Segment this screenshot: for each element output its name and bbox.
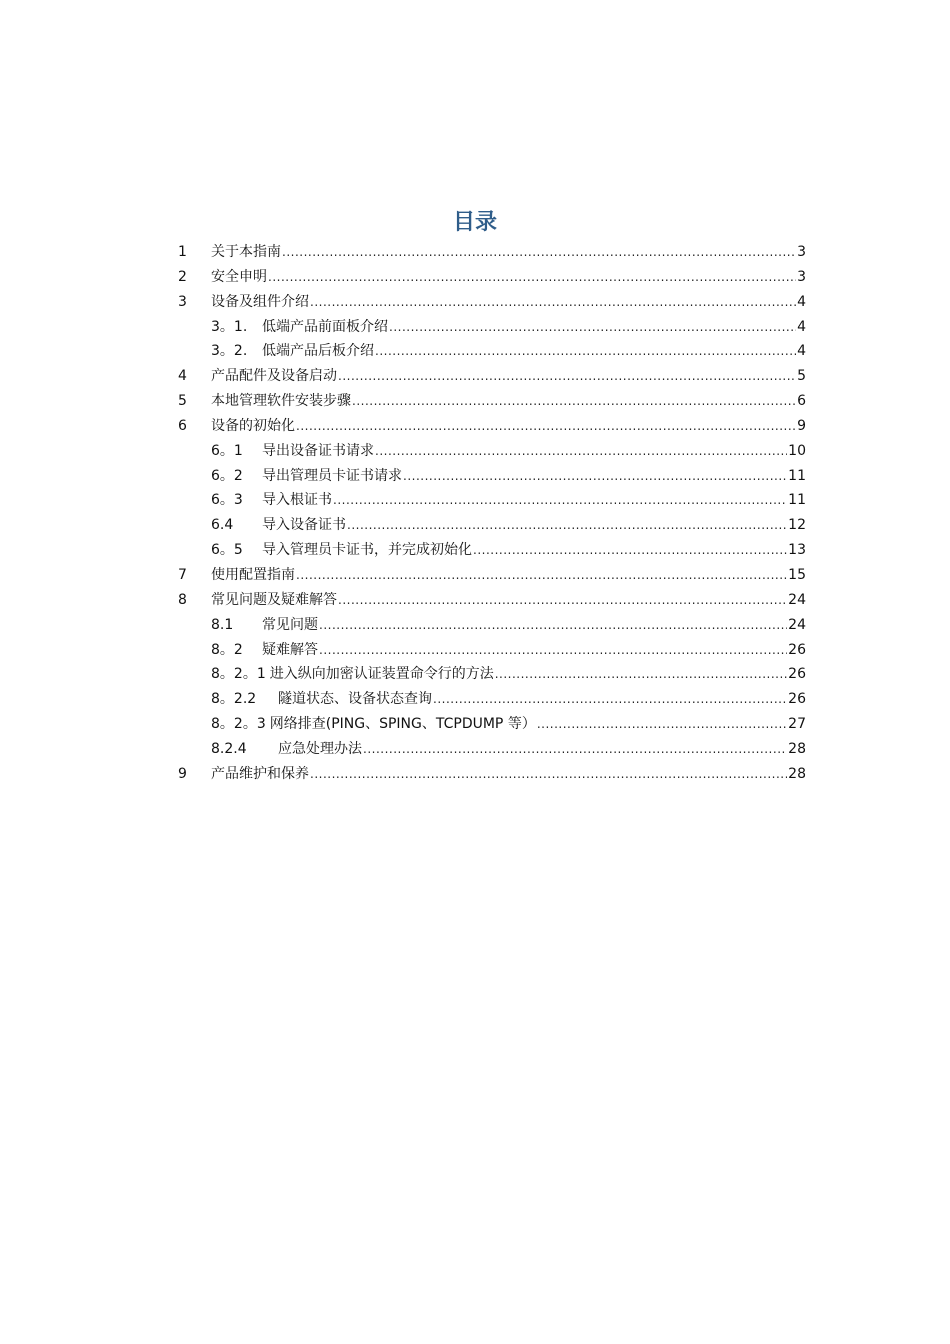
toc-entry-title: 导出管理员卡证书请求 [262,467,402,484]
toc-entry-title: 安全申明 [211,268,267,285]
toc-entry[interactable] [176,315,806,340]
toc-entry[interactable] [176,588,806,613]
dot-leader [473,538,787,562]
dot-leader [537,712,787,736]
dot-leader [375,339,796,363]
toc-entry-number: 3。2. [211,343,248,360]
toc-entry[interactable] [176,240,806,265]
dot-leader [433,687,787,711]
toc-entry-number: 7 [178,566,187,583]
toc-entry-number: 8。2 [211,641,243,658]
toc-entry[interactable] [176,389,806,414]
toc-entry[interactable] [176,538,806,563]
toc-entry[interactable] [176,265,806,290]
toc-entry-number: 8。2.2 [211,691,257,708]
toc-entry-title: 设备的初始化 [211,417,295,434]
toc-entry-page: 26 [788,641,806,658]
dot-leader [296,414,796,438]
dot-leader [268,265,796,289]
toc-entry-title: 导入根证书 [262,492,332,509]
toc-entry-number: 6。3 [211,492,243,509]
toc-entry[interactable] [176,513,806,538]
toc-entry-page: 26 [788,666,806,683]
toc-entry-title: 疑难解答 [262,641,318,658]
dot-leader [495,662,787,686]
toc-entry-number: 8.2.4 [211,740,247,757]
toc-entry-page: 9 [797,417,806,434]
toc-entry[interactable] [176,339,806,364]
toc-entry-title: 隧道状态、设备状态查询 [278,691,432,708]
toc-entry-page: 3 [797,268,806,285]
toc-entry-page: 11 [788,467,806,484]
dot-leader [282,240,796,264]
toc-entry-page: 5 [797,368,806,385]
toc-entry[interactable] [176,662,806,687]
toc-list [176,240,806,787]
dot-leader [310,290,796,314]
dot-leader [363,737,787,761]
dot-leader [352,389,796,413]
toc-entry-page: 15 [788,566,806,583]
toc-entry-number: 3 [178,293,187,310]
toc-entry-page: 6 [797,393,806,410]
toc-entry-number: 4 [178,368,187,385]
toc-entry[interactable] [176,737,806,762]
toc-entry[interactable] [176,290,806,315]
dot-leader [347,513,787,537]
toc-entry[interactable] [176,687,806,712]
toc-entry-title: 进入纵向加密认证装置命令行的方法 [269,666,494,683]
dot-leader [296,563,787,587]
toc-entry-number: 2 [178,268,187,285]
dot-leader [319,613,787,637]
toc-title: 目录 [452,210,497,235]
dot-leader [375,439,787,463]
toc-entry-number: 1 [178,244,187,260]
toc-entry[interactable] [176,613,806,638]
toc-entry-page: 10 [788,442,806,459]
toc-entry-title: 常见问题 [262,616,318,633]
toc-entry-page: 4 [797,343,806,360]
toc-entry-title: 关于本指南 [211,244,281,260]
toc-entry-page: 4 [797,293,806,310]
toc-entry[interactable] [176,488,806,513]
dot-leader [338,588,787,612]
toc-entry-number: 6。2 [211,467,243,484]
toc-entry-title: 本地管理软件安装步骤 [211,393,351,410]
toc-entry[interactable] [176,439,806,464]
toc-entry-title: 使用配置指南 [211,566,295,583]
toc-entry-title: 产品配件及设备启动 [211,368,337,385]
toc-entry-title: 应急处理办法 [278,740,362,757]
toc-entry-title: 常见问题及疑难解答 [211,591,337,608]
toc-entry-number: 6。5 [211,542,243,559]
toc-entry-number: 6.4 [211,517,234,534]
toc-entry-page: 24 [788,591,806,608]
dot-leader [338,364,796,388]
toc-entry[interactable] [176,464,806,489]
toc-entry[interactable] [176,638,806,663]
toc-entry[interactable] [176,563,806,588]
toc-entry-title: 产品维护和保养 [211,765,309,782]
toc-entry-title: 导出设备证书请求 [262,442,374,459]
toc-entry[interactable] [176,364,806,389]
toc-entry-title: 低端产品后板介绍 [262,343,374,360]
toc-entry-page: 11 [788,492,806,509]
toc-entry-page: 12 [788,517,806,534]
toc-entry-number: 8。2。3 [211,716,266,733]
toc-entry-number: 5 [178,393,187,410]
toc-entry-number: 6。1 [211,442,243,459]
toc-entry-page: 28 [788,740,806,757]
dot-leader [389,315,796,339]
toc-entry-page: 3 [797,244,806,260]
toc-entry-title: 导入管理员卡证书，并完成初始化 [262,542,472,559]
toc-entry[interactable] [176,762,806,787]
toc-entry-number: 9 [178,765,187,782]
dot-leader [319,638,787,662]
toc-entry-number: 6 [178,417,187,434]
toc-entry[interactable] [176,414,806,439]
toc-entry-page: 13 [788,542,806,559]
toc-entry-title: 导入设备证书 [262,517,346,534]
toc-entry-title: 网络排查(PING、SPING、TCPDUMP 等） [269,716,536,733]
toc-entry-page: 26 [788,691,806,708]
toc-entry-title: 低端产品前面板介绍 [262,318,388,335]
toc-entry-title: 设备及组件介绍 [211,293,309,310]
toc-entry-number: 8.1 [211,616,234,633]
dot-leader [310,762,787,786]
toc-entry-page: 4 [797,318,806,335]
toc-entry-number: 8。2。1 [211,666,266,683]
toc-entry-page: 28 [788,765,806,782]
toc-entry[interactable] [176,712,806,737]
toc-entry-page: 27 [788,716,806,733]
toc-entry-number: 3。1. [211,318,248,335]
toc-entry-number: 8 [178,591,187,608]
dot-leader [333,488,787,512]
dot-leader [403,464,787,488]
toc-entry-page: 24 [788,616,806,633]
